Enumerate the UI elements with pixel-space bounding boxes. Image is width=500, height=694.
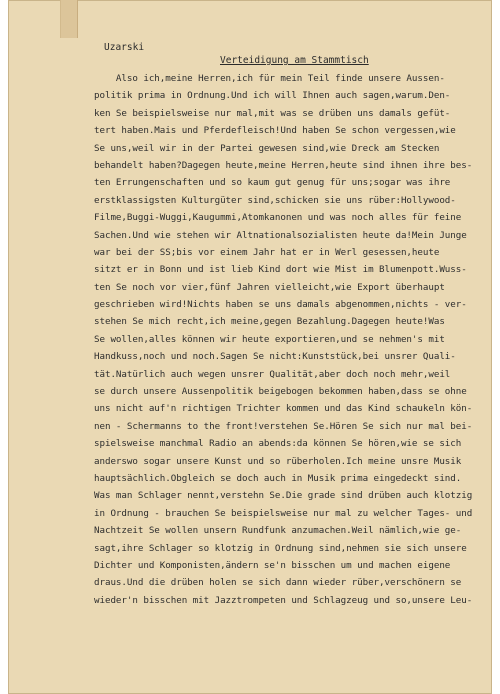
text-line: ten Se noch vor vier,fünf Jahren vielleicht,wie Export überhaupt: [94, 281, 445, 293]
text-line: draus.Und die drüben holen se sich dann wieder rüber,verschönern se: [94, 577, 462, 589]
text-line: se durch unsere Aussenpolitik beigebogen bekommen haben,dass se ohne: [94, 386, 467, 398]
text-line: uns nicht auf'n richtigen Trichter kommen und das Kind schaukeln kön-: [94, 403, 473, 415]
body-text: [94, 70, 494, 609]
text-line: geschrieben wird!Nichts haben se uns damals abgenommen,nichts - ver-: [94, 299, 467, 311]
text-line: politik prima in Ordnung.Und ich will Ihnen auch sagen,warum.Den-: [94, 90, 451, 102]
text-line: erstklassigsten Kulturgüter sind,schicken sie uns rüber:Hollywood-: [94, 194, 456, 206]
text-line: stehen Se mich recht,ich meine,gegen Bezahlung.Dagegen heute!Was: [94, 316, 445, 328]
text-line: nen - Schermanns to the front!verstehen Se.Hören Se sich nur mal bei-: [94, 420, 473, 432]
text-line: tät.Natürlich auch wegen unsrer Qualität,aber doch noch mehr,weil: [94, 368, 451, 380]
text-line: Sachen.Und wie stehen wir Altnationalsozialisten heute da!Mein Junge: [94, 229, 467, 241]
text-line: anderswo sogar unsere Kunst und so rüberholen.Ich meine unsre Musik: [94, 455, 462, 467]
text-line: Nachtzeit Se wollen unsern Rundfunk anzumachen.Weil nämlich,wie ge-: [94, 525, 462, 537]
text-line: behandelt haben?Dagegen heute,meine Herren,heute sind ihnen ihre bes-: [94, 159, 473, 171]
text-line: Filme,Buggi-Wuggi,Kaugummi,Atomkanonen und was noch alles für feine: [94, 212, 462, 224]
document-title: Verteidigung am Stammtisch: [220, 55, 369, 66]
text-line: tert haben.Mais und Pferdefleisch!Und haben Se schon vergessen,wie: [94, 125, 456, 137]
author-name: Uzarski: [104, 42, 145, 53]
text-line: Se wollen,alles können wir heute exportieren,und se nehmen's mit: [94, 333, 445, 345]
text-line: in Ordnung - brauchen Se beispielsweise nur mal zu welcher Tages- und: [94, 507, 473, 519]
text-line: wieder'n bisschen mit Jazztrompeten und Schlagzeug und so,unsere Leu-: [94, 594, 473, 606]
text-line: sitzt er in Bonn und ist lieb Kind dort wie Mist im Blumenpott.Wuss-: [94, 264, 467, 276]
text-line: ten Errungenschaften und so kaum gut genug für uns;sogar was ihre: [94, 177, 451, 189]
text-line: Se uns,weil wir in der Partei gewesen sind,wie Dreck am Stecken: [94, 142, 440, 154]
text-line: Handkuss,noch und noch.Sagen Se nicht:Kunststück,bei unsrer Quali-: [94, 351, 456, 363]
text-line: Also ich,meine Herren,ich für mein Teil finde unsere Aussen-: [94, 73, 445, 84]
text-line: ken Se beispielsweise nur mal,mit was se drüben uns damals gefüt-: [94, 107, 451, 119]
text-line: sagt,ihre Schlager so klotzig in Ordnung sind,nehmen sie sich unsere: [94, 542, 467, 554]
text-line: war bei der SS;bis vor einem Jahr hat er in Werl gesessen,heute: [94, 246, 440, 258]
text-line: hauptsächlich.Obgleich se doch auch in Musik prima eingedeckt sind.: [94, 472, 462, 484]
text-line: Was man Schlager nennt,verstehn Se.Die grade sind drüben auch klotzig: [94, 490, 473, 502]
text-line: Dichter und Komponisten,ändern se'n bisschen um und machen eigene: [94, 559, 451, 571]
document-page: [8, 0, 492, 694]
text-line: spielsweise manchmal Radio an abends:da können Se hören,wie se sich: [94, 438, 462, 450]
paper-fold: [60, 0, 78, 38]
